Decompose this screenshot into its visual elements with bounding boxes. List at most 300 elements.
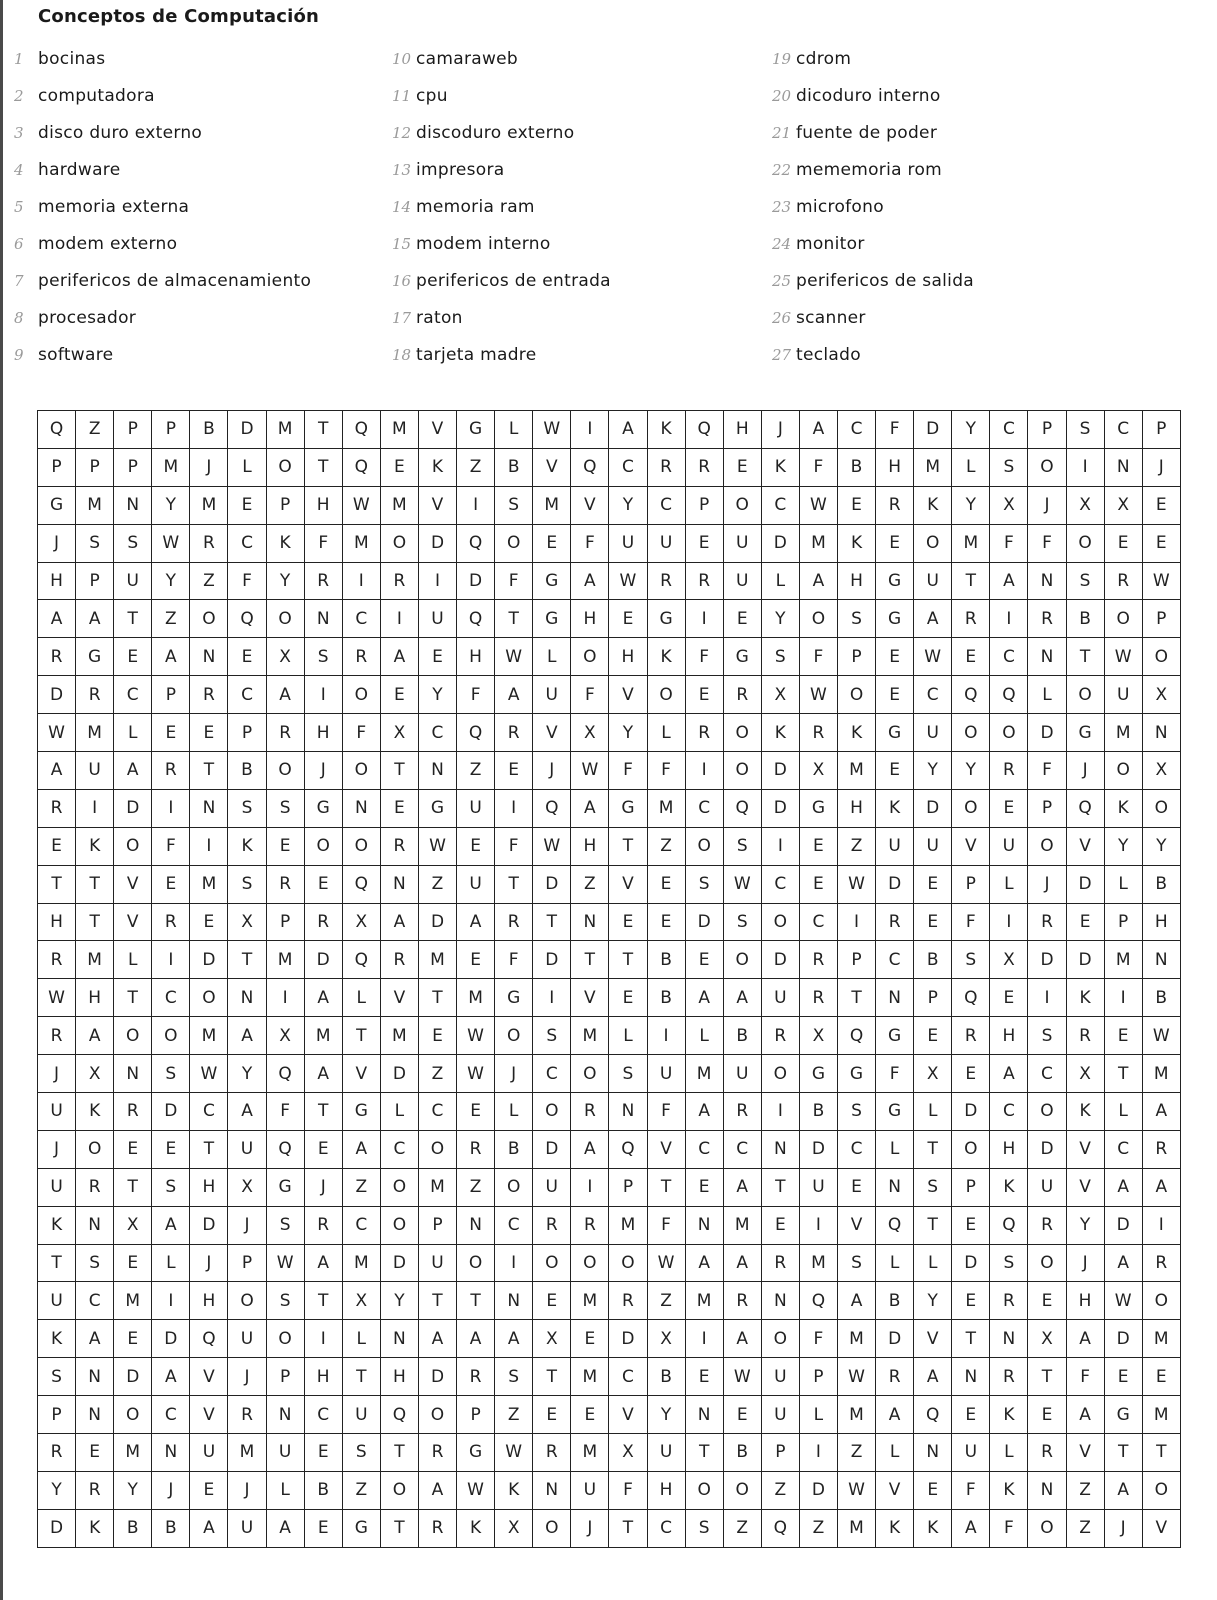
grid-cell[interactable]: U bbox=[914, 828, 952, 866]
grid-cell[interactable]: B bbox=[152, 1510, 190, 1548]
grid-cell[interactable]: H bbox=[571, 828, 609, 866]
grid-cell[interactable]: G bbox=[609, 790, 647, 828]
grid-cell[interactable]: Q bbox=[457, 600, 495, 638]
grid-cell[interactable]: T bbox=[114, 979, 152, 1017]
grid-cell[interactable]: F bbox=[1067, 1358, 1105, 1396]
grid-cell[interactable]: O bbox=[571, 1055, 609, 1093]
grid-cell[interactable]: V bbox=[1067, 1434, 1105, 1472]
grid-cell[interactable]: L bbox=[495, 411, 533, 449]
grid-cell[interactable]: O bbox=[648, 676, 686, 714]
grid-cell[interactable]: B bbox=[800, 1093, 838, 1131]
grid-cell[interactable]: B bbox=[305, 1472, 343, 1510]
grid-cell[interactable]: N bbox=[76, 1358, 114, 1396]
grid-cell[interactable]: O bbox=[267, 1320, 305, 1358]
grid-cell[interactable]: K bbox=[838, 525, 876, 563]
grid-cell[interactable]: M bbox=[1143, 1320, 1181, 1358]
grid-cell[interactable]: W bbox=[533, 828, 571, 866]
grid-cell[interactable]: R bbox=[38, 638, 76, 676]
grid-cell[interactable]: J bbox=[533, 752, 571, 790]
grid-cell[interactable]: M bbox=[571, 1282, 609, 1320]
grid-cell[interactable]: S bbox=[228, 790, 266, 828]
grid-cell[interactable]: F bbox=[800, 449, 838, 487]
grid-cell[interactable]: M bbox=[419, 1169, 457, 1207]
grid-cell[interactable]: R bbox=[686, 449, 724, 487]
grid-cell[interactable]: R bbox=[800, 941, 838, 979]
grid-cell[interactable]: E bbox=[114, 1320, 152, 1358]
grid-cell[interactable]: L bbox=[114, 714, 152, 752]
grid-cell[interactable]: M bbox=[838, 1396, 876, 1434]
grid-cell[interactable]: M bbox=[571, 1017, 609, 1055]
grid-cell[interactable]: T bbox=[305, 411, 343, 449]
grid-cell[interactable]: A bbox=[76, 1320, 114, 1358]
grid-cell[interactable]: R bbox=[76, 1472, 114, 1510]
grid-cell[interactable]: P bbox=[914, 979, 952, 1017]
grid-cell[interactable]: R bbox=[686, 714, 724, 752]
grid-cell[interactable]: G bbox=[876, 714, 914, 752]
grid-cell[interactable]: A bbox=[381, 904, 419, 942]
grid-cell[interactable]: D bbox=[762, 752, 800, 790]
grid-cell[interactable]: E bbox=[533, 1396, 571, 1434]
grid-cell[interactable]: V bbox=[609, 676, 647, 714]
grid-cell[interactable]: C bbox=[990, 638, 1028, 676]
grid-cell[interactable]: N bbox=[305, 600, 343, 638]
grid-cell[interactable]: T bbox=[419, 1282, 457, 1320]
grid-cell[interactable]: V bbox=[114, 904, 152, 942]
grid-cell[interactable]: D bbox=[762, 525, 800, 563]
grid-cell[interactable]: F bbox=[800, 638, 838, 676]
grid-cell[interactable]: U bbox=[724, 1055, 762, 1093]
grid-cell[interactable]: H bbox=[990, 1131, 1028, 1169]
grid-cell[interactable]: U bbox=[38, 1169, 76, 1207]
grid-cell[interactable]: T bbox=[762, 1169, 800, 1207]
grid-cell[interactable]: L bbox=[343, 979, 381, 1017]
grid-cell[interactable]: H bbox=[1143, 904, 1181, 942]
grid-cell[interactable]: R bbox=[152, 904, 190, 942]
grid-cell[interactable]: E bbox=[533, 525, 571, 563]
grid-cell[interactable]: I bbox=[76, 790, 114, 828]
grid-cell[interactable]: G bbox=[800, 1055, 838, 1093]
grid-cell[interactable]: E bbox=[724, 1396, 762, 1434]
grid-cell[interactable]: E bbox=[419, 1017, 457, 1055]
grid-cell[interactable]: P bbox=[952, 1169, 990, 1207]
grid-cell[interactable]: O bbox=[343, 828, 381, 866]
grid-cell[interactable]: D bbox=[800, 1472, 838, 1510]
grid-cell[interactable]: Q bbox=[724, 790, 762, 828]
grid-cell[interactable]: J bbox=[228, 1207, 266, 1245]
grid-cell[interactable]: L bbox=[533, 638, 571, 676]
grid-cell[interactable]: E bbox=[686, 941, 724, 979]
grid-cell[interactable]: B bbox=[648, 941, 686, 979]
grid-cell[interactable]: Q bbox=[343, 866, 381, 904]
grid-cell[interactable]: T bbox=[571, 941, 609, 979]
grid-cell[interactable]: E bbox=[724, 449, 762, 487]
grid-cell[interactable]: O bbox=[228, 1282, 266, 1320]
grid-cell[interactable]: N bbox=[190, 638, 228, 676]
grid-cell[interactable]: E bbox=[800, 828, 838, 866]
grid-cell[interactable]: S bbox=[114, 525, 152, 563]
grid-cell[interactable]: D bbox=[1067, 941, 1105, 979]
grid-cell[interactable]: P bbox=[114, 411, 152, 449]
grid-cell[interactable]: E bbox=[838, 1169, 876, 1207]
grid-cell[interactable]: Y bbox=[914, 1282, 952, 1320]
grid-cell[interactable]: E bbox=[228, 487, 266, 525]
grid-cell[interactable]: O bbox=[1143, 638, 1181, 676]
grid-cell[interactable]: A bbox=[76, 1017, 114, 1055]
grid-cell[interactable]: X bbox=[343, 904, 381, 942]
grid-cell[interactable]: G bbox=[533, 600, 571, 638]
grid-cell[interactable]: F bbox=[228, 563, 266, 601]
grid-cell[interactable]: D bbox=[1028, 1131, 1066, 1169]
grid-cell[interactable]: O bbox=[305, 828, 343, 866]
grid-cell[interactable]: K bbox=[990, 1396, 1028, 1434]
grid-cell[interactable]: R bbox=[571, 1207, 609, 1245]
grid-cell[interactable]: J bbox=[152, 1472, 190, 1510]
grid-cell[interactable]: R bbox=[724, 676, 762, 714]
grid-cell[interactable]: G bbox=[76, 638, 114, 676]
grid-cell[interactable]: U bbox=[762, 1358, 800, 1396]
grid-cell[interactable]: K bbox=[762, 449, 800, 487]
grid-cell[interactable]: I bbox=[686, 752, 724, 790]
grid-cell[interactable]: O bbox=[267, 752, 305, 790]
grid-cell[interactable]: W bbox=[724, 866, 762, 904]
grid-cell[interactable]: D bbox=[1105, 1320, 1143, 1358]
grid-cell[interactable]: S bbox=[267, 1207, 305, 1245]
grid-cell[interactable]: V bbox=[648, 1131, 686, 1169]
grid-cell[interactable]: U bbox=[724, 563, 762, 601]
grid-cell[interactable]: M bbox=[571, 1434, 609, 1472]
grid-cell[interactable]: C bbox=[305, 1396, 343, 1434]
grid-cell[interactable]: R bbox=[267, 714, 305, 752]
grid-cell[interactable]: O bbox=[343, 752, 381, 790]
grid-cell[interactable]: N bbox=[762, 1131, 800, 1169]
grid-cell[interactable]: N bbox=[190, 790, 228, 828]
grid-cell[interactable]: I bbox=[686, 1320, 724, 1358]
grid-cell[interactable]: W bbox=[495, 1434, 533, 1472]
grid-cell[interactable]: C bbox=[1105, 1131, 1143, 1169]
grid-cell[interactable]: F bbox=[1028, 525, 1066, 563]
grid-cell[interactable]: W bbox=[38, 714, 76, 752]
grid-cell[interactable]: K bbox=[762, 714, 800, 752]
grid-cell[interactable]: M bbox=[305, 1017, 343, 1055]
grid-cell[interactable]: O bbox=[1028, 1510, 1066, 1548]
grid-cell[interactable]: E bbox=[914, 866, 952, 904]
grid-cell[interactable]: O bbox=[114, 1017, 152, 1055]
grid-cell[interactable]: M bbox=[152, 449, 190, 487]
grid-cell[interactable]: O bbox=[381, 1169, 419, 1207]
grid-cell[interactable]: F bbox=[952, 1472, 990, 1510]
grid-cell[interactable]: I bbox=[457, 487, 495, 525]
grid-cell[interactable]: K bbox=[1067, 979, 1105, 1017]
grid-cell[interactable]: C bbox=[343, 600, 381, 638]
grid-cell[interactable]: F bbox=[648, 1093, 686, 1131]
grid-cell[interactable]: R bbox=[686, 563, 724, 601]
grid-cell[interactable]: F bbox=[609, 1472, 647, 1510]
grid-cell[interactable]: E bbox=[38, 828, 76, 866]
grid-cell[interactable]: H bbox=[305, 714, 343, 752]
grid-cell[interactable]: D bbox=[876, 1320, 914, 1358]
grid-cell[interactable]: I bbox=[800, 1434, 838, 1472]
grid-cell[interactable]: E bbox=[228, 638, 266, 676]
grid-cell[interactable]: D bbox=[762, 941, 800, 979]
grid-cell[interactable]: Y bbox=[1105, 828, 1143, 866]
grid-cell[interactable]: O bbox=[1028, 449, 1066, 487]
grid-cell[interactable]: W bbox=[533, 411, 571, 449]
grid-cell[interactable]: Q bbox=[609, 1131, 647, 1169]
grid-cell[interactable]: M bbox=[686, 1055, 724, 1093]
grid-cell[interactable]: R bbox=[76, 676, 114, 714]
grid-cell[interactable]: R bbox=[876, 487, 914, 525]
grid-cell[interactable]: T bbox=[686, 1434, 724, 1472]
grid-cell[interactable]: A bbox=[1143, 1093, 1181, 1131]
grid-cell[interactable]: A bbox=[343, 1131, 381, 1169]
grid-cell[interactable]: Z bbox=[495, 1396, 533, 1434]
grid-cell[interactable]: R bbox=[876, 904, 914, 942]
grid-cell[interactable]: E bbox=[305, 1434, 343, 1472]
grid-cell[interactable]: U bbox=[228, 1320, 266, 1358]
grid-cell[interactable]: F bbox=[571, 525, 609, 563]
grid-cell[interactable]: R bbox=[495, 904, 533, 942]
grid-cell[interactable]: A bbox=[305, 1245, 343, 1283]
grid-cell[interactable]: E bbox=[114, 1131, 152, 1169]
grid-cell[interactable]: C bbox=[609, 449, 647, 487]
grid-cell[interactable]: C bbox=[838, 411, 876, 449]
grid-cell[interactable]: P bbox=[609, 1169, 647, 1207]
grid-cell[interactable]: V bbox=[1143, 1510, 1181, 1548]
grid-cell[interactable]: O bbox=[838, 676, 876, 714]
grid-cell[interactable]: A bbox=[800, 411, 838, 449]
grid-cell[interactable]: X bbox=[228, 904, 266, 942]
grid-cell[interactable]: N bbox=[990, 1320, 1028, 1358]
grid-cell[interactable]: O bbox=[800, 600, 838, 638]
grid-cell[interactable]: F bbox=[952, 904, 990, 942]
grid-cell[interactable]: L bbox=[152, 1245, 190, 1283]
grid-cell[interactable]: U bbox=[762, 979, 800, 1017]
grid-cell[interactable]: I bbox=[990, 904, 1028, 942]
grid-cell[interactable]: X bbox=[1143, 752, 1181, 790]
grid-cell[interactable]: A bbox=[838, 1282, 876, 1320]
grid-cell[interactable]: W bbox=[1105, 638, 1143, 676]
grid-cell[interactable]: H bbox=[990, 1017, 1028, 1055]
grid-cell[interactable]: R bbox=[114, 1093, 152, 1131]
grid-cell[interactable]: W bbox=[648, 1245, 686, 1283]
grid-cell[interactable]: J bbox=[38, 1131, 76, 1169]
grid-cell[interactable]: T bbox=[76, 866, 114, 904]
grid-cell[interactable]: U bbox=[952, 1434, 990, 1472]
grid-cell[interactable]: P bbox=[76, 449, 114, 487]
grid-cell[interactable]: O bbox=[533, 1510, 571, 1548]
grid-cell[interactable]: V bbox=[609, 1396, 647, 1434]
grid-cell[interactable]: J bbox=[228, 1472, 266, 1510]
grid-cell[interactable]: U bbox=[648, 525, 686, 563]
grid-cell[interactable]: K bbox=[495, 1472, 533, 1510]
grid-cell[interactable]: S bbox=[724, 904, 762, 942]
grid-cell[interactable]: F bbox=[800, 1320, 838, 1358]
grid-cell[interactable]: D bbox=[38, 676, 76, 714]
grid-cell[interactable]: Y bbox=[152, 563, 190, 601]
grid-cell[interactable]: M bbox=[724, 1207, 762, 1245]
grid-cell[interactable]: E bbox=[305, 1510, 343, 1548]
grid-cell[interactable]: S bbox=[686, 1510, 724, 1548]
grid-cell[interactable]: W bbox=[457, 1017, 495, 1055]
grid-cell[interactable]: Y bbox=[381, 1282, 419, 1320]
grid-cell[interactable]: A bbox=[457, 904, 495, 942]
grid-cell[interactable]: A bbox=[724, 1245, 762, 1283]
grid-cell[interactable]: T bbox=[114, 1169, 152, 1207]
grid-cell[interactable]: X bbox=[609, 1434, 647, 1472]
grid-cell[interactable]: O bbox=[381, 1207, 419, 1245]
grid-cell[interactable]: P bbox=[228, 1245, 266, 1283]
grid-cell[interactable]: Y bbox=[228, 1055, 266, 1093]
grid-cell[interactable]: W bbox=[457, 1055, 495, 1093]
grid-cell[interactable]: F bbox=[686, 638, 724, 676]
grid-cell[interactable]: L bbox=[609, 1017, 647, 1055]
grid-cell[interactable]: A bbox=[495, 676, 533, 714]
grid-cell[interactable]: K bbox=[914, 1510, 952, 1548]
grid-cell[interactable]: I bbox=[1067, 449, 1105, 487]
grid-cell[interactable]: U bbox=[990, 828, 1028, 866]
grid-cell[interactable]: M bbox=[190, 487, 228, 525]
grid-cell[interactable]: Z bbox=[571, 866, 609, 904]
grid-cell[interactable]: G bbox=[876, 1093, 914, 1131]
grid-cell[interactable]: M bbox=[1105, 714, 1143, 752]
grid-cell[interactable]: V bbox=[571, 487, 609, 525]
grid-cell[interactable]: R bbox=[190, 525, 228, 563]
grid-cell[interactable]: K bbox=[267, 525, 305, 563]
grid-cell[interactable]: A bbox=[724, 979, 762, 1017]
grid-cell[interactable]: F bbox=[876, 1055, 914, 1093]
grid-cell[interactable]: E bbox=[381, 676, 419, 714]
grid-cell[interactable]: A bbox=[876, 1396, 914, 1434]
grid-cell[interactable]: S bbox=[838, 1245, 876, 1283]
grid-cell[interactable]: U bbox=[419, 600, 457, 638]
grid-cell[interactable]: V bbox=[1067, 1131, 1105, 1169]
grid-cell[interactable]: I bbox=[648, 1017, 686, 1055]
grid-cell[interactable]: B bbox=[876, 1282, 914, 1320]
grid-cell[interactable]: H bbox=[648, 1472, 686, 1510]
grid-cell[interactable]: W bbox=[267, 1245, 305, 1283]
grid-cell[interactable]: D bbox=[876, 866, 914, 904]
grid-cell[interactable]: F bbox=[343, 714, 381, 752]
grid-cell[interactable]: D bbox=[1028, 714, 1066, 752]
grid-cell[interactable]: T bbox=[952, 1320, 990, 1358]
grid-cell[interactable]: I bbox=[381, 600, 419, 638]
grid-cell[interactable]: I bbox=[533, 979, 571, 1017]
grid-cell[interactable]: E bbox=[990, 979, 1028, 1017]
grid-cell[interactable]: J bbox=[190, 449, 228, 487]
grid-cell[interactable]: D bbox=[762, 790, 800, 828]
grid-cell[interactable]: D bbox=[419, 1358, 457, 1396]
grid-cell[interactable]: Z bbox=[419, 1055, 457, 1093]
grid-cell[interactable]: A bbox=[267, 676, 305, 714]
grid-cell[interactable]: L bbox=[876, 1245, 914, 1283]
grid-cell[interactable]: Z bbox=[457, 752, 495, 790]
grid-cell[interactable]: P bbox=[838, 941, 876, 979]
grid-cell[interactable]: O bbox=[724, 752, 762, 790]
grid-cell[interactable]: H bbox=[190, 1169, 228, 1207]
grid-cell[interactable]: D bbox=[1067, 866, 1105, 904]
grid-cell[interactable]: K bbox=[648, 638, 686, 676]
grid-cell[interactable]: R bbox=[800, 979, 838, 1017]
grid-cell[interactable]: O bbox=[724, 941, 762, 979]
grid-cell[interactable]: J bbox=[1028, 866, 1066, 904]
grid-cell[interactable]: S bbox=[38, 1358, 76, 1396]
grid-cell[interactable]: U bbox=[609, 525, 647, 563]
grid-cell[interactable]: U bbox=[571, 1472, 609, 1510]
grid-cell[interactable]: B bbox=[724, 1017, 762, 1055]
grid-cell[interactable]: S bbox=[762, 638, 800, 676]
grid-cell[interactable]: B bbox=[1143, 979, 1181, 1017]
grid-cell[interactable]: R bbox=[762, 1017, 800, 1055]
grid-cell[interactable]: I bbox=[1105, 979, 1143, 1017]
grid-cell[interactable]: E bbox=[571, 1320, 609, 1358]
grid-cell[interactable]: O bbox=[609, 1245, 647, 1283]
grid-cell[interactable]: U bbox=[38, 1093, 76, 1131]
grid-cell[interactable]: R bbox=[1028, 1207, 1066, 1245]
grid-cell[interactable]: O bbox=[1143, 1282, 1181, 1320]
grid-cell[interactable]: J bbox=[1143, 449, 1181, 487]
grid-cell[interactable]: T bbox=[190, 752, 228, 790]
grid-cell[interactable]: P bbox=[38, 449, 76, 487]
grid-cell[interactable]: O bbox=[457, 1245, 495, 1283]
grid-cell[interactable]: X bbox=[1067, 487, 1105, 525]
grid-cell[interactable]: L bbox=[343, 1320, 381, 1358]
grid-cell[interactable]: E bbox=[609, 600, 647, 638]
grid-cell[interactable]: C bbox=[228, 676, 266, 714]
grid-cell[interactable]: E bbox=[457, 941, 495, 979]
grid-cell[interactable]: O bbox=[495, 1169, 533, 1207]
grid-cell[interactable]: X bbox=[800, 1017, 838, 1055]
grid-cell[interactable]: C bbox=[343, 1207, 381, 1245]
grid-cell[interactable]: C bbox=[648, 487, 686, 525]
grid-cell[interactable]: Q bbox=[228, 600, 266, 638]
grid-cell[interactable]: Q bbox=[267, 1131, 305, 1169]
grid-cell[interactable]: A bbox=[1067, 1320, 1105, 1358]
grid-cell[interactable]: D bbox=[952, 1245, 990, 1283]
grid-cell[interactable]: P bbox=[152, 411, 190, 449]
grid-cell[interactable]: F bbox=[648, 752, 686, 790]
grid-cell[interactable]: N bbox=[1028, 1472, 1066, 1510]
grid-cell[interactable]: R bbox=[228, 1396, 266, 1434]
grid-cell[interactable]: T bbox=[228, 941, 266, 979]
grid-cell[interactable]: X bbox=[762, 676, 800, 714]
grid-cell[interactable]: M bbox=[800, 525, 838, 563]
grid-cell[interactable]: G bbox=[1105, 1396, 1143, 1434]
grid-cell[interactable]: N bbox=[686, 1396, 724, 1434]
grid-cell[interactable]: S bbox=[76, 525, 114, 563]
grid-cell[interactable]: M bbox=[609, 1207, 647, 1245]
grid-cell[interactable]: O bbox=[724, 1472, 762, 1510]
grid-cell[interactable]: P bbox=[1028, 411, 1066, 449]
grid-cell[interactable]: R bbox=[724, 1282, 762, 1320]
grid-cell[interactable]: L bbox=[686, 1017, 724, 1055]
grid-cell[interactable]: L bbox=[914, 1245, 952, 1283]
grid-cell[interactable]: F bbox=[495, 828, 533, 866]
grid-cell[interactable]: R bbox=[381, 828, 419, 866]
grid-cell[interactable]: A bbox=[1105, 1169, 1143, 1207]
grid-cell[interactable]: N bbox=[267, 1396, 305, 1434]
grid-cell[interactable]: E bbox=[609, 979, 647, 1017]
grid-cell[interactable]: B bbox=[114, 1510, 152, 1548]
grid-cell[interactable]: S bbox=[952, 941, 990, 979]
grid-cell[interactable]: M bbox=[800, 1245, 838, 1283]
grid-cell[interactable]: E bbox=[152, 1131, 190, 1169]
grid-cell[interactable]: Z bbox=[1067, 1472, 1105, 1510]
grid-cell[interactable]: B bbox=[724, 1434, 762, 1472]
grid-cell[interactable]: M bbox=[686, 1282, 724, 1320]
grid-cell[interactable]: X bbox=[990, 941, 1028, 979]
grid-cell[interactable]: E bbox=[838, 487, 876, 525]
grid-cell[interactable]: X bbox=[267, 638, 305, 676]
